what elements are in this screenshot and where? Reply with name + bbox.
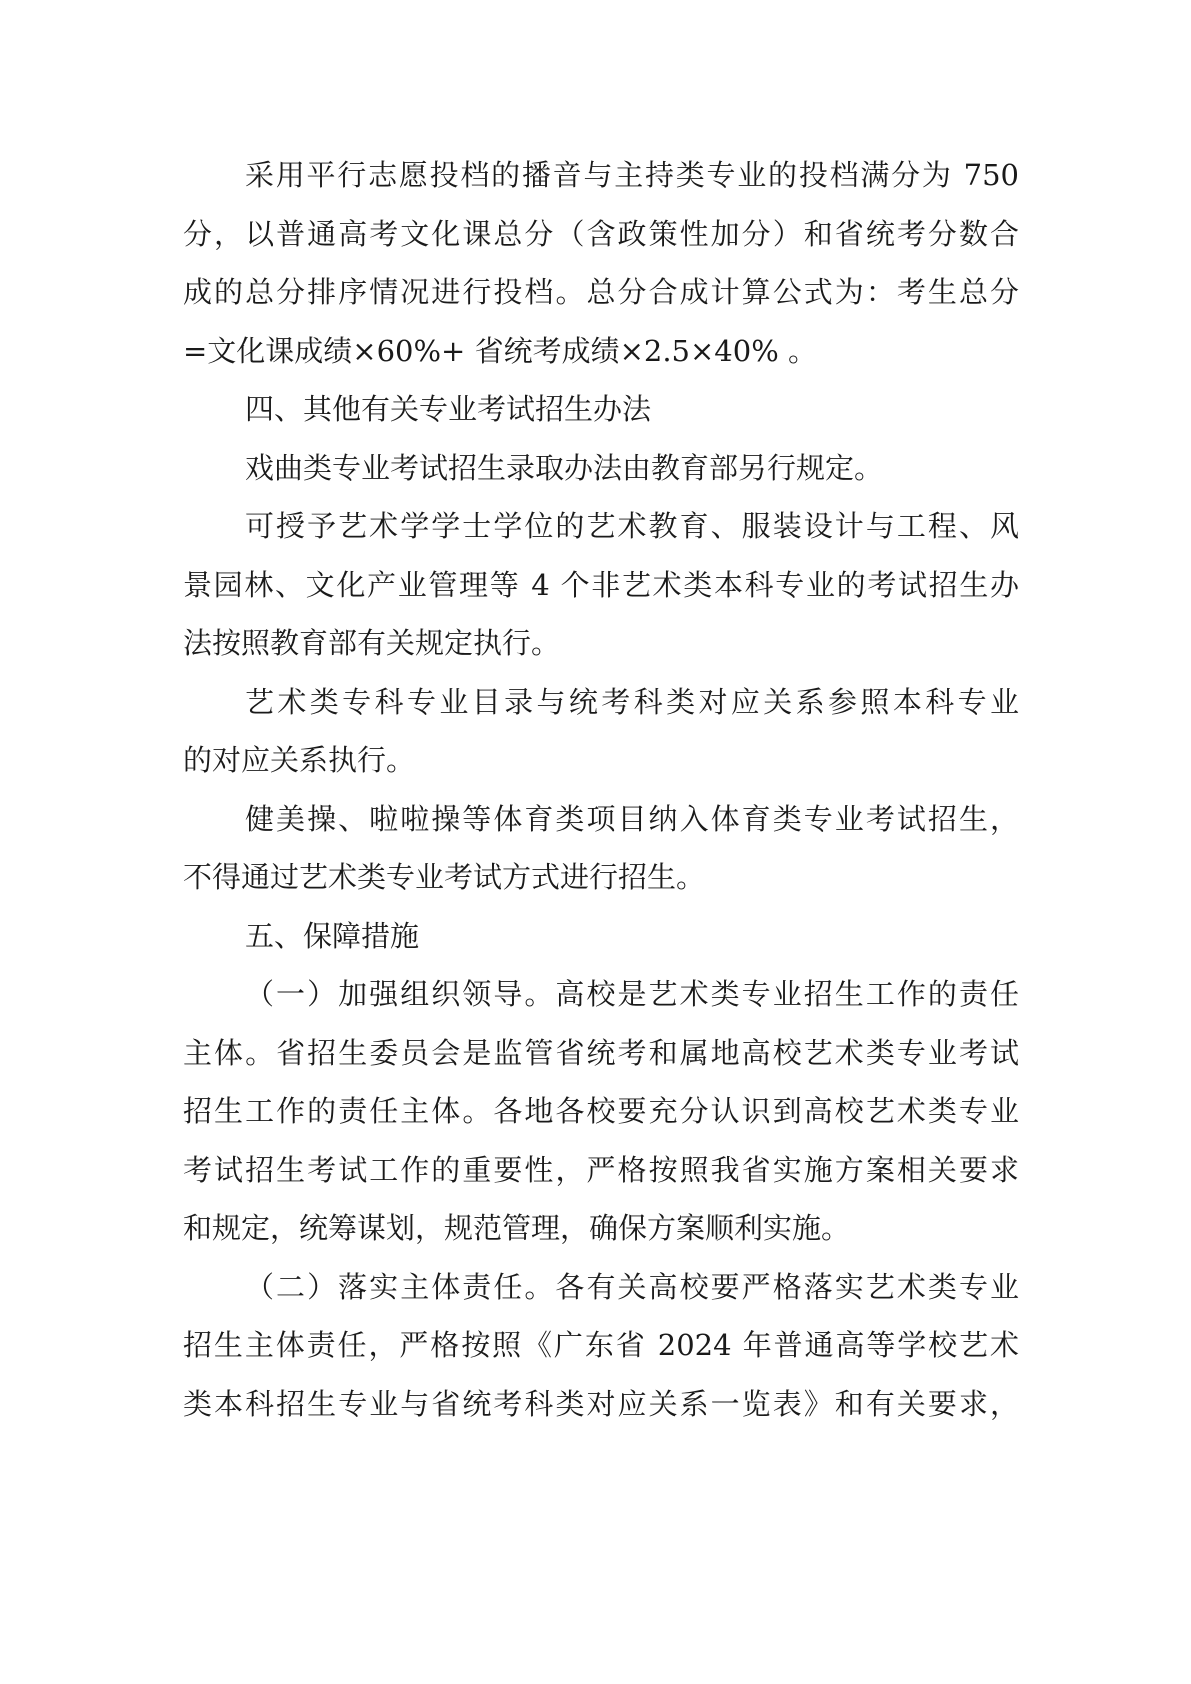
text-line: 的对应关系执行。	[183, 743, 416, 777]
document-body	[183, 146, 1019, 1433]
paragraph-vocational	[183, 673, 1019, 790]
text-line: 和规定，统筹谋划，规范管理，确保方案顺利实施。	[183, 1211, 851, 1245]
paragraph-non-art-majors	[183, 497, 1019, 673]
text-line: 主体。省招生委员会是监管省统考和属地高校艺术类专业考试	[183, 1035, 1019, 1070]
text-line: 可授予艺术学学士学位的艺术教育、服装设计与工程、风	[245, 509, 1019, 543]
text-line: 健美操、啦啦操等体育类项目纳入体育类专业考试招生，	[245, 801, 1019, 836]
text-line: 戏曲类专业考试招生录取办法由教育部另行规定。	[245, 450, 884, 485]
paragraph-sports	[183, 790, 1019, 907]
text-line: 类本科招生专业与省统考科类对应关系一览表》和有关要求，	[183, 1386, 1019, 1421]
section-heading-safeguards	[183, 907, 1019, 966]
text-line: 采用平行志愿投档的播音与主持类专业的投档满分为 750	[245, 158, 1019, 192]
text-line: 招生主体责任，严格按照《广东省 2024 年普通高等学校艺术	[183, 1328, 1019, 1362]
paragraph-organization	[183, 965, 1019, 1258]
section-heading-other-majors	[183, 380, 1019, 439]
text-line: 艺术类专科专业目录与统考科类对应关系参照本科专业	[245, 684, 1019, 719]
paragraph-broadcast-scoring	[183, 146, 1019, 380]
text-line: 考试招生考试工作的重要性，严格按照我省实施方案相关要求	[183, 1152, 1019, 1187]
text-line: （二）落实主体责任。各有关高校要严格落实艺术类专业	[245, 1269, 1019, 1304]
text-line: 四、其他有关专业考试招生办法	[245, 392, 652, 426]
text-line: 景园林、文化产业管理等 4 个非艺术类本科专业的考试招生办	[183, 567, 1019, 602]
text-line: 法按照教育部有关规定执行。	[183, 626, 561, 660]
paragraph-responsibility	[183, 1258, 1019, 1434]
text-line: 分，以普通高考文化课总分（含政策性加分）和省统考分数合	[183, 216, 1019, 251]
text-line: 不得通过艺术类专业考试方式进行招生。	[183, 860, 706, 894]
text-line: 五、保障措施	[245, 918, 420, 953]
paragraph-opera	[183, 439, 1019, 498]
text-line: 成的总分排序情况进行投档。总分合成计算公式为：考生总分	[183, 275, 1019, 309]
text-line: 招生工作的责任主体。各地各校要充分认识到高校艺术类专业	[183, 1094, 1019, 1128]
text-line: （一）加强组织领导。高校是艺术类专业招生工作的责任	[245, 977, 1019, 1011]
text-line: =文化课成绩×60%+ 省统考成绩×2.5×40% 。	[183, 333, 817, 368]
